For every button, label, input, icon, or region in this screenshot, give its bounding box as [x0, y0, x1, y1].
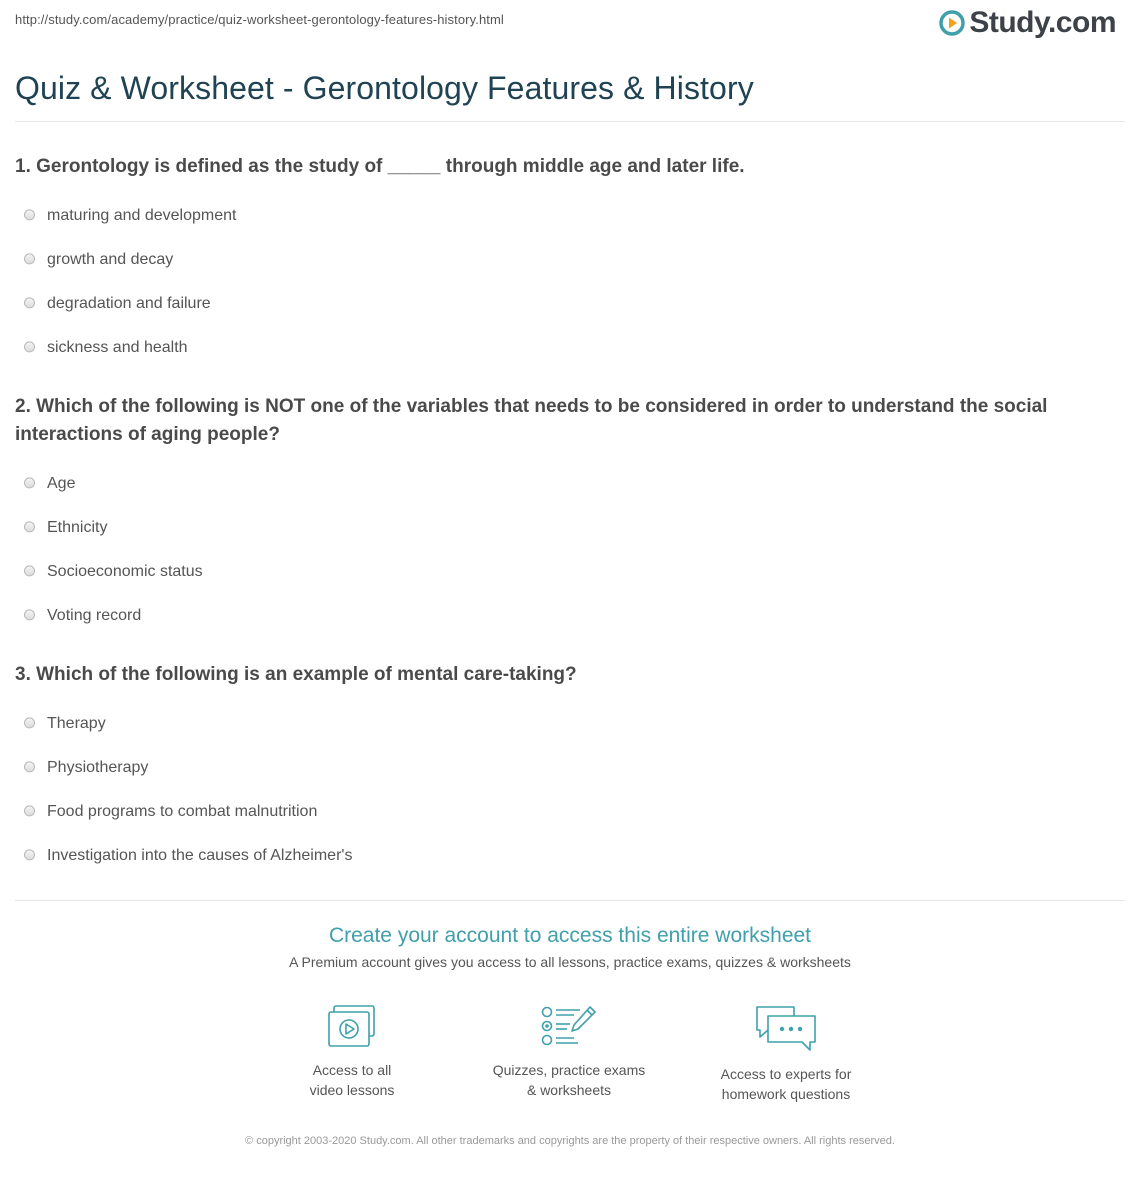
- cta-title[interactable]: Create your account to access this entire worksheet: [328, 924, 812, 947]
- page-url: http://study.com/academy/practice/quiz-worksheet-gerontology-features-history.html: [15, 12, 504, 27]
- feature-label: Access to all video lessons: [309, 1062, 395, 1098]
- answer-option[interactable]: [15, 550, 1105, 594]
- chat-bubbles-icon: [754, 1004, 818, 1054]
- question-3: [15, 661, 1105, 878]
- title-divider: [15, 121, 1125, 122]
- play-logo-icon: [939, 10, 965, 36]
- answer-option[interactable]: [15, 238, 1105, 282]
- radio-button[interactable]: [24, 805, 35, 816]
- video-lesson-icon: [326, 1004, 378, 1050]
- answer-option[interactable]: [15, 326, 1105, 370]
- option-label: Therapy: [47, 715, 106, 732]
- option-label: Food programs to combat malnutrition: [47, 803, 318, 820]
- option-label: Voting record: [47, 607, 142, 624]
- option-label: growth and decay: [47, 251, 174, 268]
- radio-button[interactable]: [24, 609, 35, 620]
- radio-button[interactable]: [24, 521, 35, 532]
- radio-button[interactable]: [24, 477, 35, 488]
- answer-option[interactable]: [15, 194, 1105, 238]
- question-2: [15, 393, 1105, 638]
- feature-label: Quizzes, practice exams & worksheets: [492, 1062, 646, 1098]
- radio-button[interactable]: [24, 341, 35, 352]
- feature-video-lessons: [252, 1004, 452, 1100]
- option-label: Investigation into the causes of Alzheimer's: [47, 847, 353, 864]
- answer-option[interactable]: [15, 834, 1105, 878]
- logo-text: Study.com: [969, 6, 1116, 39]
- study-logo[interactable]: [939, 6, 1116, 40]
- cta-subtitle: A Premium account gives you access to all lessons, practice exams, quizzes & worksheets: [289, 954, 851, 970]
- question-text: 1. Gerontology is defined as the study of _____ through middle age and later life.: [15, 156, 745, 177]
- answer-option[interactable]: [15, 506, 1105, 550]
- radio-button[interactable]: [24, 565, 35, 576]
- cta-divider: [15, 900, 1125, 901]
- option-label: maturing and development: [47, 207, 237, 224]
- answer-option[interactable]: [15, 594, 1105, 638]
- question-1: [15, 153, 1105, 370]
- quiz-checklist-icon: [540, 1004, 598, 1050]
- feature-quizzes: [469, 1004, 669, 1100]
- answer-option[interactable]: [15, 282, 1105, 326]
- radio-button[interactable]: [24, 209, 35, 220]
- feature-label: Access to experts for homework questions: [720, 1066, 852, 1102]
- question-text: 2. Which of the following is NOT one of the variables that needs to be considered in order to understand the social interactions of aging people?: [15, 396, 1048, 445]
- option-label: Ethnicity: [47, 519, 108, 536]
- option-label: Socioeconomic status: [47, 563, 203, 580]
- page-title: Quiz & Worksheet - Gerontology Features & History: [15, 70, 754, 106]
- option-label: degradation and failure: [47, 295, 211, 312]
- option-label: sickness and health: [47, 339, 188, 356]
- radio-button[interactable]: [24, 849, 35, 860]
- answer-option[interactable]: [15, 746, 1105, 790]
- radio-button[interactable]: [24, 253, 35, 264]
- feature-experts: [686, 1004, 886, 1104]
- radio-button[interactable]: [24, 761, 35, 772]
- answer-option[interactable]: [15, 702, 1105, 746]
- answer-option[interactable]: [15, 462, 1105, 506]
- question-text: 3. Which of the following is an example of mental care-taking?: [15, 664, 577, 685]
- radio-button[interactable]: [24, 717, 35, 728]
- radio-button[interactable]: [24, 297, 35, 308]
- option-label: Age: [47, 475, 76, 492]
- copyright-notice: © copyright 2003-2020 Study.com. All other trademarks and copyrights are the property of their respective owners. All rights reserved.: [245, 1135, 895, 1147]
- answer-option[interactable]: [15, 790, 1105, 834]
- option-label: Physiotherapy: [47, 759, 149, 776]
